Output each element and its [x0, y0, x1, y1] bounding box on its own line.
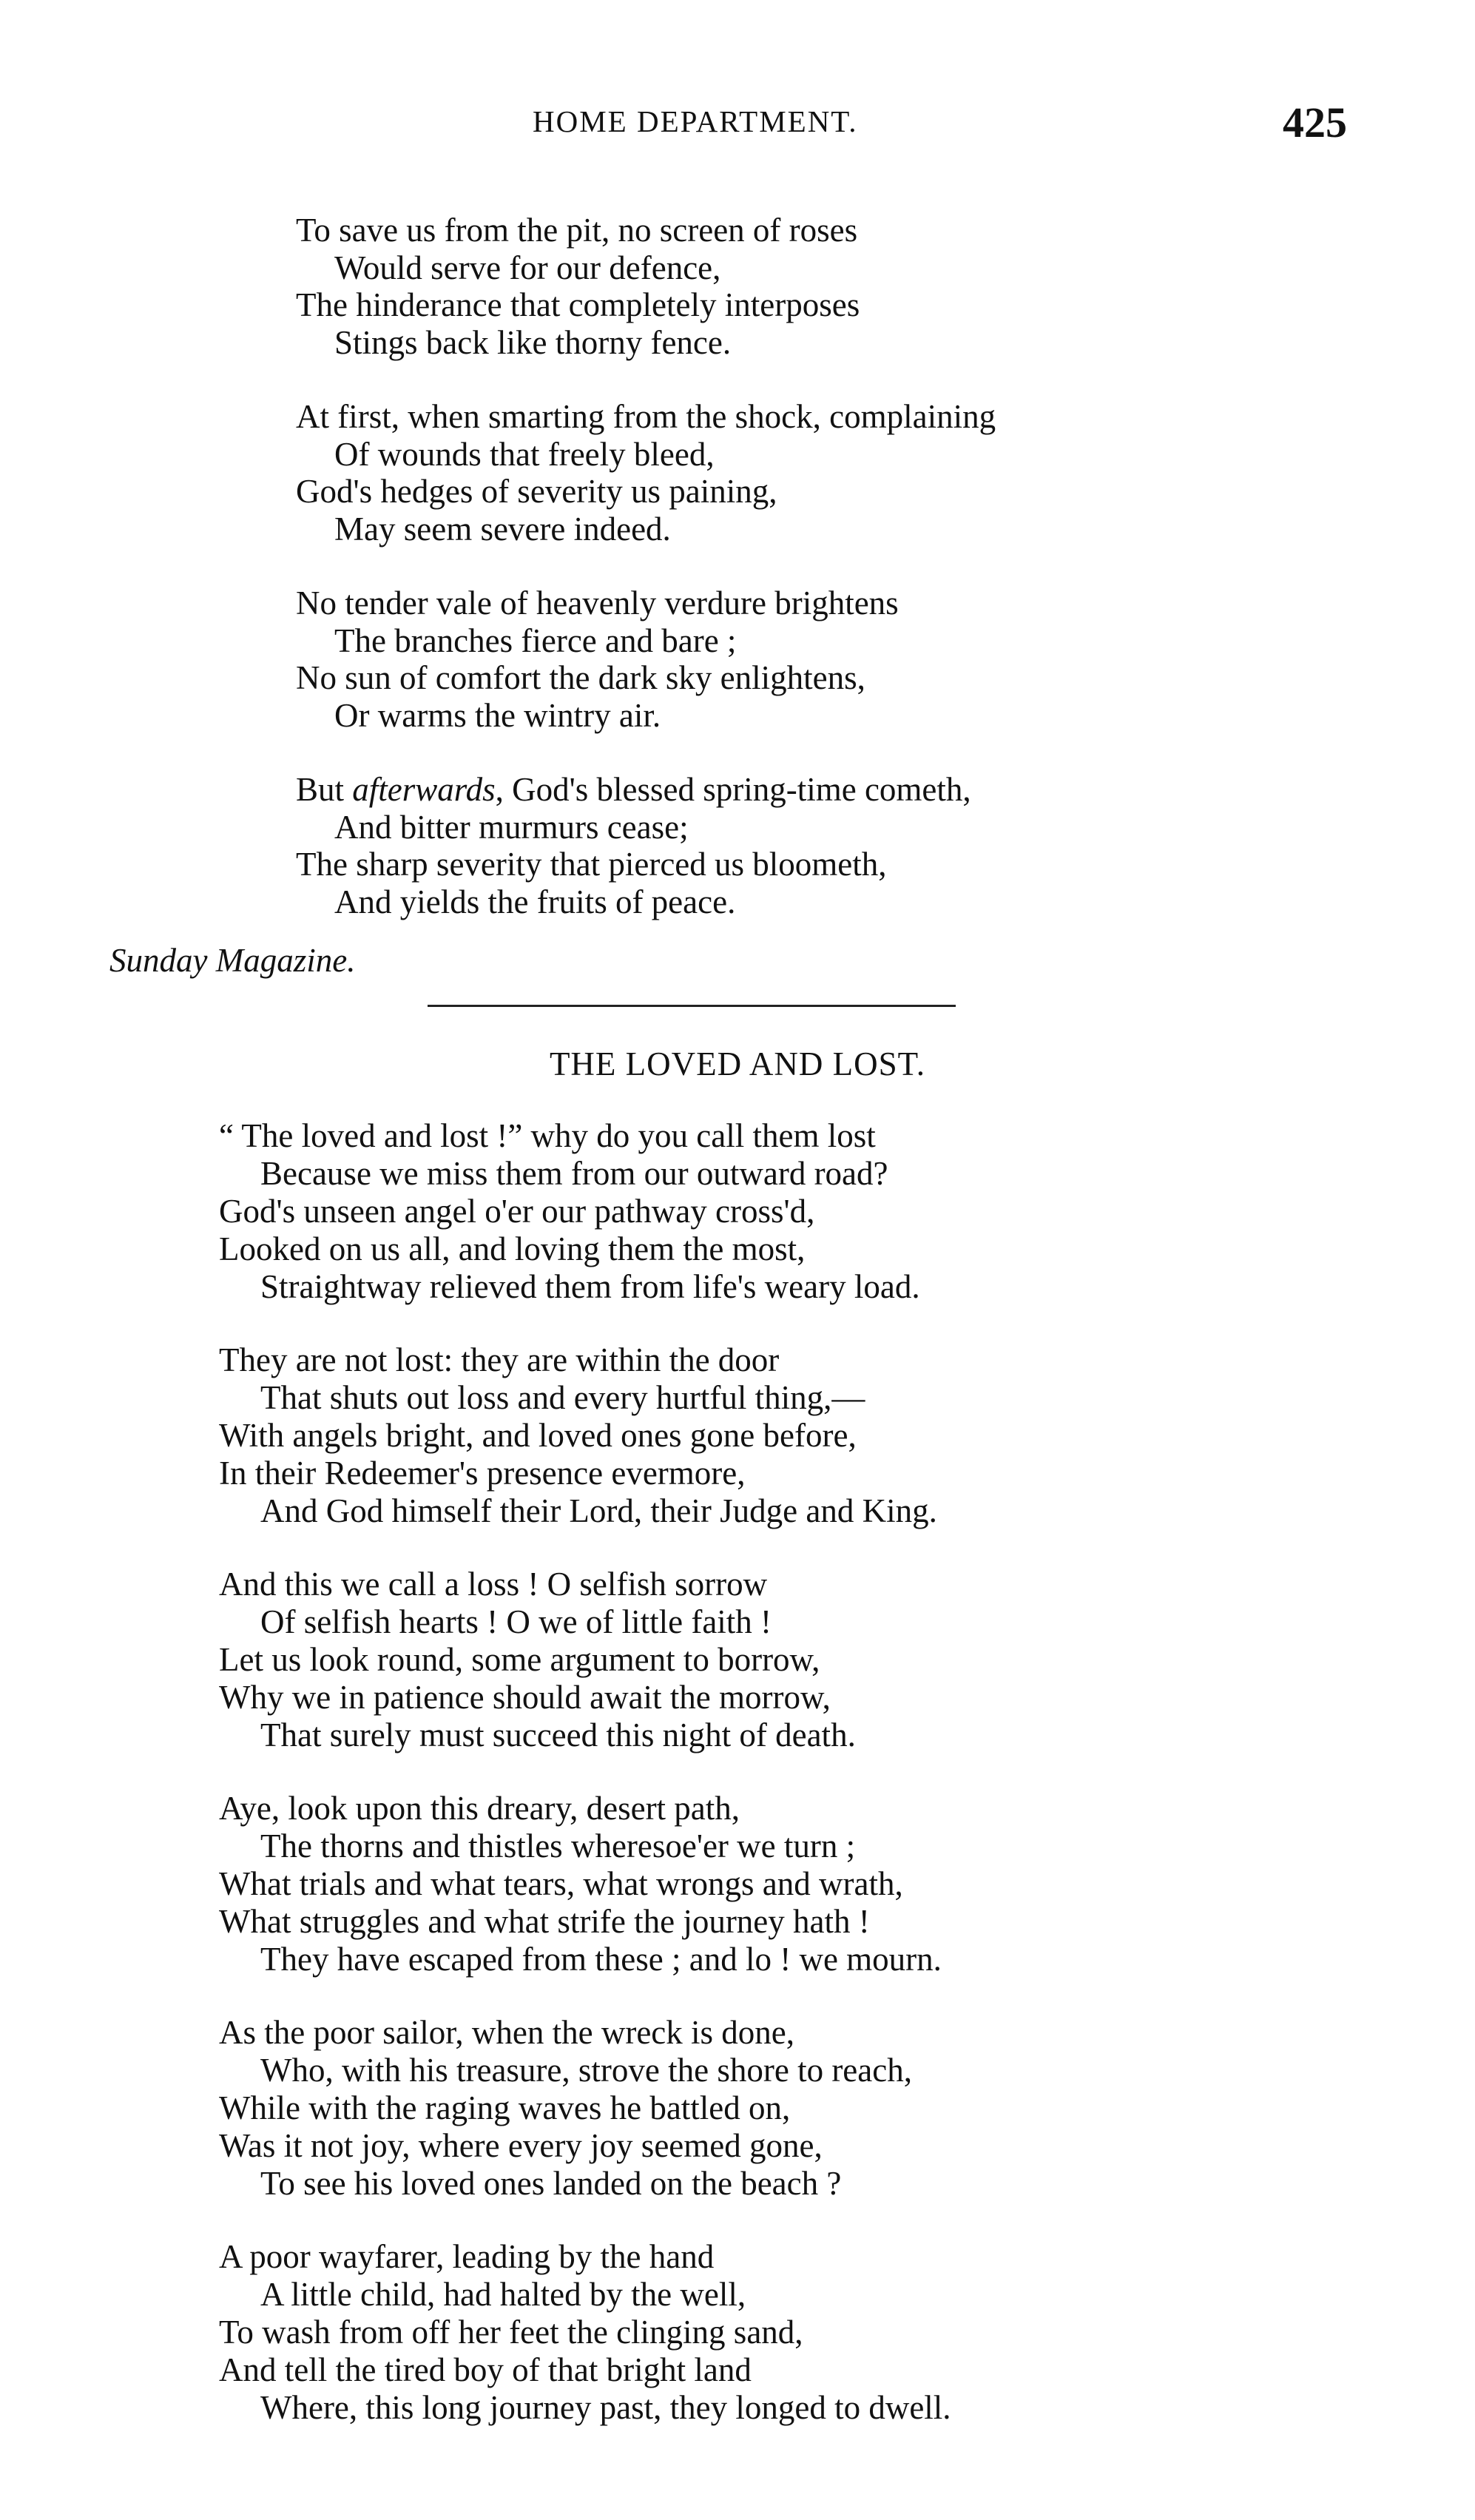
source-attribution: Sunday Magazine.	[109, 942, 356, 979]
verse-line: What struggles and what strife the journey hath !	[219, 1903, 870, 1940]
verse-line: Was it not joy, where every joy seemed gone,	[219, 2127, 823, 2164]
stanza	[219, 1566, 1417, 1754]
verse-line: And this we call a loss ! O selfish sorrow	[219, 1566, 768, 1603]
verse-line: To save us from the pit, no screen of roses	[296, 212, 858, 249]
verse-line: As the poor sailor, when the wreck is done,	[219, 2014, 795, 2051]
verse-line: And yields the fruits of peace.	[334, 883, 736, 920]
verse-line: Of selfish hearts ! O we of little faith !	[260, 1603, 772, 1640]
verse-line: The sharp severity that pierced us bloometh,	[296, 846, 887, 883]
verse-line: Stings back like thorny fence.	[334, 323, 732, 361]
verse-line: Who, with his treasure, strove the shore to reach,	[260, 2052, 912, 2089]
verse-line: What trials and what tears, what wrongs and wrath,	[219, 1865, 903, 1902]
stanza	[219, 1117, 1417, 1306]
verse-line: God's unseen angel o'er our pathway cross'd,	[219, 1193, 815, 1230]
verse-line: In their Redeemer's presence evermore,	[219, 1455, 746, 1492]
verse-line: To see his loved ones landed on the beach ?	[260, 2165, 842, 2202]
verse-line: To wash from off her feet the clinging sand,	[219, 2314, 803, 2351]
verse-line: The hinderance that completely interposes	[296, 286, 860, 323]
verse-line: The branches fierce and bare ;	[334, 621, 737, 659]
section-divider	[428, 1005, 956, 1007]
poem-loved-and-lost	[219, 1117, 1417, 2462]
stanza	[219, 1790, 1417, 1978]
page-header	[0, 98, 1475, 192]
verse-line: The thorns and thistles wheresoe'er we turn ;	[260, 1827, 856, 1864]
running-head: HOME DEPARTMENT.	[533, 104, 858, 138]
verse-line: A little child, had halted by the well,	[260, 2276, 746, 2313]
verse-text: But	[296, 771, 353, 808]
verse-line: They are not lost: they are within the door	[219, 1341, 780, 1378]
verse-line: May seem severe indeed.	[334, 510, 671, 548]
verse-line: No sun of comfort the dark sky enlightens,	[296, 659, 865, 696]
stanza	[296, 771, 1331, 920]
verse-line: They have escaped from these ; and lo ! we mourn.	[260, 1941, 942, 1978]
verse-line: Why we in patience should await the morrow,	[219, 1679, 831, 1716]
verse-line	[296, 771, 1331, 809]
verse-line: And tell the tired boy of that bright land	[219, 2351, 752, 2388]
verse-line: Looked on us all, and loving them the most,	[219, 1230, 806, 1267]
verse-line: “ The loved and lost !” why do you call them lost	[219, 1117, 876, 1154]
poem-continued	[296, 212, 1331, 957]
verse-line: And God himself their Lord, their Judge and King.	[260, 1492, 937, 1529]
verse-line: Let us look round, some argument to borrow,	[219, 1641, 820, 1678]
verse-line: That shuts out loss and every hurtful thing,—	[260, 1379, 865, 1416]
stanza	[296, 584, 1331, 734]
verse-line: No tender vale of heavenly verdure brightens	[296, 584, 899, 621]
page-number: 425	[1283, 98, 1347, 146]
verse-line: And bitter murmurs cease;	[334, 808, 689, 846]
stanza	[219, 2014, 1417, 2203]
verse-line: A poor wayfarer, leading by the hand	[219, 2238, 715, 2275]
verse-line: Straightway relieved them from life's weary load.	[260, 1268, 920, 1305]
verse-text: , God's blessed spring-time cometh,	[495, 771, 971, 808]
stanza	[219, 2238, 1417, 2427]
verse-line: Of wounds that freely bleed,	[334, 435, 715, 473]
verse-line: Aye, look upon this dreary, desert path,	[219, 1790, 740, 1827]
stanza	[296, 212, 1331, 361]
stanza	[219, 1341, 1417, 1530]
verse-line: Or warms the wintry air.	[334, 696, 661, 734]
verse-line: Where, this long journey past, they longed to dwell.	[260, 2389, 951, 2426]
verse-line: At first, when smarting from the shock, complaining	[296, 398, 996, 435]
verse-line: With angels bright, and loved ones gone before,	[219, 1417, 857, 1454]
verse-line: That surely must succeed this night of death.	[260, 1717, 856, 1753]
verse-line: Because we miss them from our outward road?	[260, 1155, 888, 1192]
stanza	[296, 398, 1331, 548]
verse-line: While with the raging waves he battled on,	[219, 2089, 791, 2126]
emphasized-word: afterwards	[352, 771, 496, 808]
verse-line: God's hedges of severity us paining,	[296, 473, 777, 510]
verse-line: Would serve for our defence,	[334, 249, 721, 286]
poem-title: THE LOVED AND LOST.	[549, 1045, 926, 1082]
